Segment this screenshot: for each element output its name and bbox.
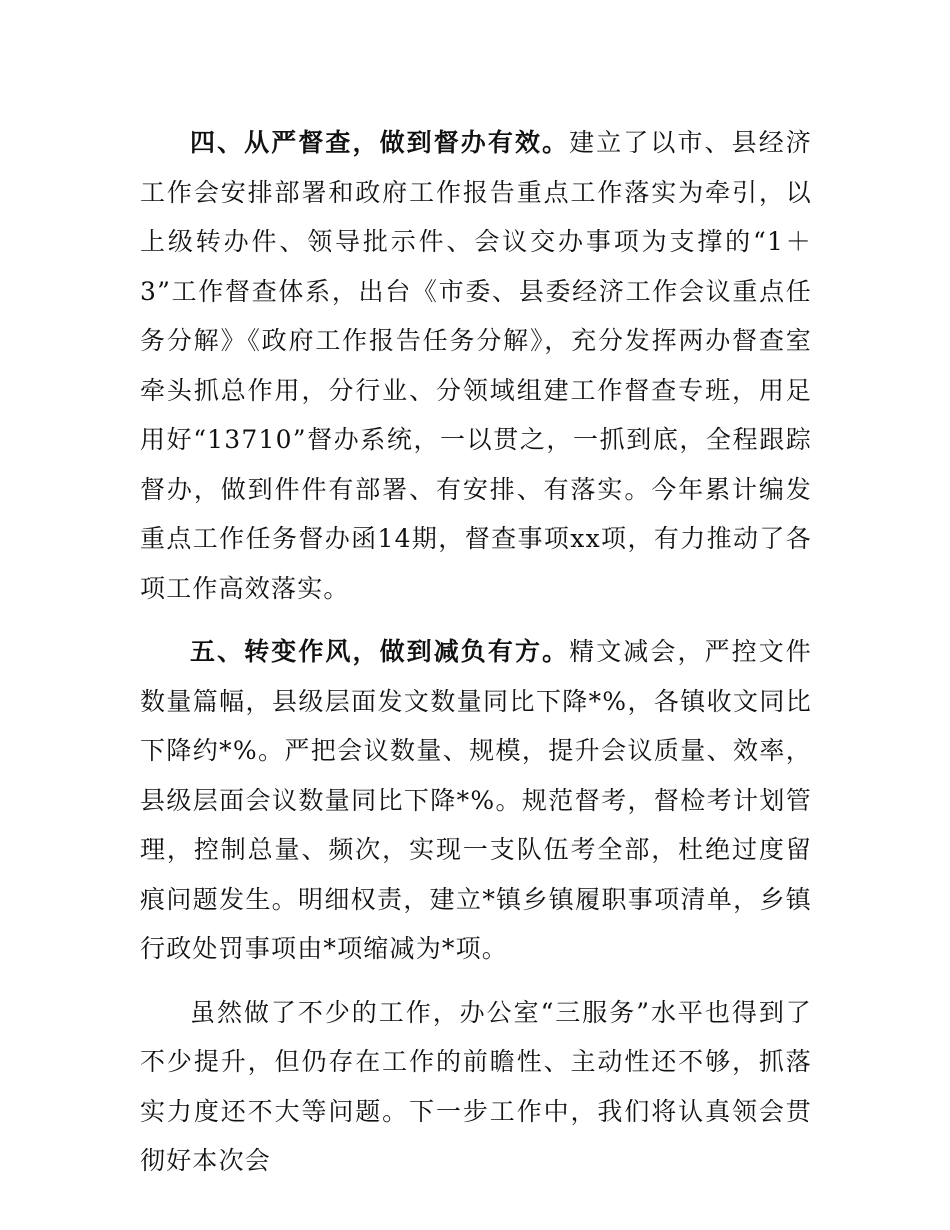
paragraph-text-summary: 虽然做了不少的工作，办公室“三服务”水平也得到了不少提升，但仍存在工作的前瞻性、主动性还不够，抓落实力度还不大等问题。下一步工作中，我们将认真领会贯彻好本次会 [140, 997, 812, 1175]
paragraph-supervision [140, 118, 812, 613]
document-body [140, 118, 812, 1186]
paragraph-heading-work-style: 五、转变作风，做到减负有方。 [190, 637, 570, 666]
paragraph-heading-supervision: 四、从严督查，做到督办有效。 [190, 128, 570, 157]
paragraph-text-work-style: 精文减会，严控文件数量篇幅，县级层面发文数量同比下降*%，各镇收文同比下降约*%。严把会议数量、规模，提升会议质量、效率，县级层面会议数量同比下降*%。规范督考，督检考计划管理，控制总量、频次，实现一支队伍考全部，杜绝过度留痕问题发生。明细权责，建立*镇乡镇履职事项清单，乡镇行政处罚事项由*项缩减为*项。 [140, 637, 812, 963]
paragraph-work-style [140, 627, 812, 974]
paragraph-text-supervision: 建立了以市、县经济工作会安排部署和政府工作报告重点工作落实为牵引，以上级转办件、领导批示件、会议交办事项为支撑的“1＋3”工作督查体系，出台《市委、县委经济工作会议重点任务分解》《政府工作报告任务分解》，充分发挥两办督查室牵头抓总作用，分行业、分领域组建工作督查专班，用足用好“13710”督办系统，一以贯之，一抓到底，全程跟踪督办，做到件件有部署、有安排、有落实。今年累计编发重点工作任务督办函14期，督查事项xx项，有力推动了各项工作高效落实。 [140, 128, 812, 603]
paragraph-summary [140, 988, 812, 1186]
